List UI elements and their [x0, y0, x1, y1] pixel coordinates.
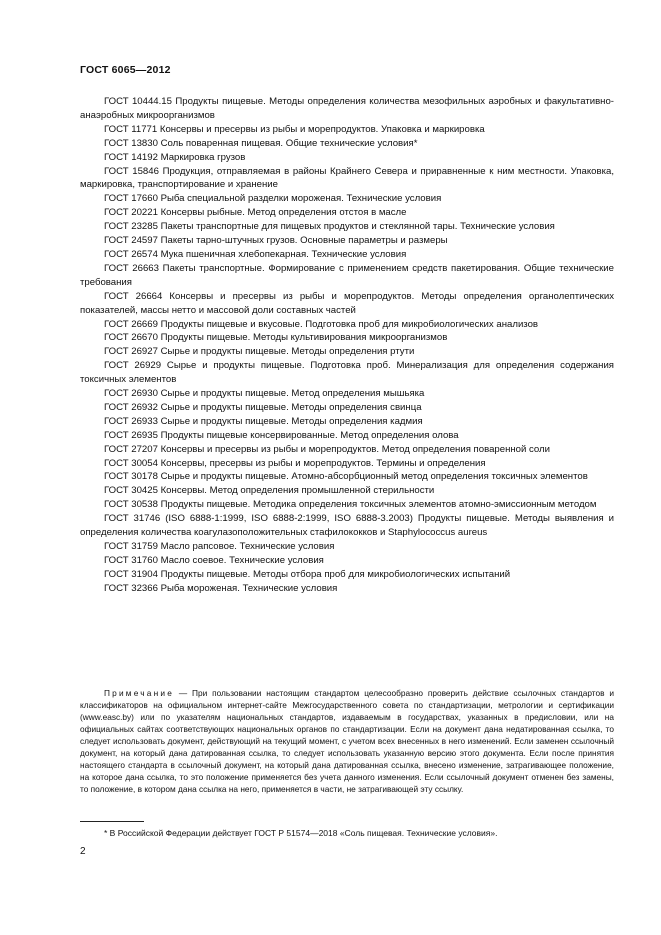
reference-item: ГОСТ 11771 Консервы и пресервы из рыбы и морепродуктов. Упаковка и маркировка: [104, 123, 485, 135]
note-text: — При пользовании настоящим стандартом целесообразно проверить действие ссылочных стандартов и классификаторов на официальном интернет-сайте Межгосударственного совета по стандартизации, метрологии и сертификации (www.easc.by) или по указателям национальных стандартов, издаваемым в государствах, указанных в предисловии, или на официальных сайтах соответствующих национальных органов по стандартизации. Если на документ дана недатированная ссылка, то следует использовать документ, действующий на текущий момент, с учетом всех внесенных в него изменений. Если заменен ссылочный документ, на который дана датированная ссылка, то следует использовать указанную версию этого документа. Если после принятия настоящего стандарта в ссылочный документ, на который дана датированная ссылка, внесено изменение, затрагивающее положение, на которое дана ссылка, то это положение применяется без учета данного изменения. Если ссылочный документ отменен без замены, то положение, в котором дана ссылка на него, применяется в части, не затрагивающей эту ссылку.: [80, 688, 614, 794]
reference-item: ГОСТ 26927 Сырье и продукты пищевые. Методы определения ртути: [104, 346, 415, 358]
reference-item: ГОСТ 13830 Соль поваренная пищевая. Общие технические условия*: [104, 137, 418, 149]
reference-item: ГОСТ 26663 Пакеты транспортные. Формирование с применением средств пакетирования. Общие технические требования: [80, 262, 614, 288]
reference-item: ГОСТ 26574 Мука пшеничная хлебопекарная. Технические условия: [104, 248, 407, 260]
reference-item: ГОСТ 26669 Продукты пищевые и вкусовые. Подготовка проб для микробиологических анализов: [104, 318, 539, 330]
reference-item: ГОСТ 30054 Консервы, пресервы из рыбы и морепродуктов. Термины и определения: [104, 457, 486, 469]
reference-item: ГОСТ 31759 Масло рапсовое. Технические условия: [104, 541, 335, 552]
document-header: ГОСТ 6065—2012: [80, 64, 171, 76]
reference-item: ГОСТ 26664 Консервы и пресервы из рыбы и морепродуктов. Методы определения органолептических показателей, массы нетто и массовой доли составных частей: [80, 290, 614, 316]
reference-item: ГОСТ 26935 Продукты пищевые консервированные. Метод определения олова: [104, 429, 459, 441]
note-label: Примечание: [104, 688, 175, 698]
reference-item: ГОСТ 26932 Сырье и продукты пищевые. Методы определения свинца: [104, 401, 422, 413]
reference-item: ГОСТ 30538 Продукты пищевые. Методика определения токсичных элементов атомно-эмиссионным методом: [104, 499, 597, 511]
reference-item: ГОСТ 17660 Рыба специальной разделки мороженая. Технические условия: [104, 193, 442, 205]
note-paragraph: [80, 688, 614, 796]
reference-item: ГОСТ 31746 (ISO 6888-1:1999, ISO 6888-2:1999, ISO 6888-3.2003) Продукты пищевые. Методы выявления и определения количества коагулазоположительных стафилококков и Staphylococcus aureus: [80, 513, 614, 539]
reference-item: ГОСТ 15846 Продукция, отправляемая в районы Крайнего Севера и приравненные к ним местности. Упаковка, маркировка, транспортирование и хранение: [80, 165, 614, 191]
reference-item: ГОСТ 23285 Пакеты транспортные для пищевых продуктов и стеклянной тары. Технические условия: [104, 221, 555, 233]
reference-item: ГОСТ 30178 Сырье и продукты пищевые. Атомно-абсорбционный метод определения токсичных элементов: [104, 471, 588, 483]
reference-item: ГОСТ 26670 Продукты пищевые. Методы культивирования микроорганизмов: [104, 332, 448, 344]
reference-item: ГОСТ 30425 Консервы. Метод определения промышленной стерильности: [104, 485, 435, 497]
footnote-separator: [80, 821, 144, 822]
reference-item: ГОСТ 31904 Продукты пищевые. Методы отбора проб для микробиологических испытаний: [104, 568, 511, 580]
reference-item: ГОСТ 26929 Сырье и продукты пищевые. Подготовка проб. Минерализация для определения содержания токсичных элементов: [80, 360, 614, 386]
reference-item: ГОСТ 27207 Консервы и пресервы из рыбы и морепродуктов. Метод определения поваренной соли: [104, 443, 551, 455]
reference-item: ГОСТ 31760 Масло соевое. Технические условия: [104, 554, 324, 566]
reference-item: ГОСТ 26933 Сырье и продукты пищевые. Методы определения кадмия: [104, 415, 423, 427]
reference-item: ГОСТ 26930 Сырье и продукты пищевые. Метод определения мышьяка: [104, 388, 425, 400]
reference-item: ГОСТ 14192 Маркировка грузов: [104, 151, 246, 163]
reference-item: ГОСТ 24597 Пакеты тарно-штучных грузов. Основные параметры и размеры: [104, 235, 448, 247]
footnote: * В Российской Федерации действует ГОСТ Р 51574—2018 «Соль пищевая. Технические условия».: [104, 828, 498, 838]
reference-item: ГОСТ 32366 Рыба мороженая. Технические условия: [104, 582, 338, 594]
reference-item: ГОСТ 10444.15 Продукты пищевые. Методы определения количества мезофильных аэробных и факультативно-анаэробных микроорганизмов: [80, 96, 614, 121]
normative-references-list: [80, 95, 614, 596]
page-number: 2: [80, 846, 86, 857]
reference-item: ГОСТ 20221 Консервы рыбные. Метод определения отстоя в масле: [104, 207, 407, 219]
